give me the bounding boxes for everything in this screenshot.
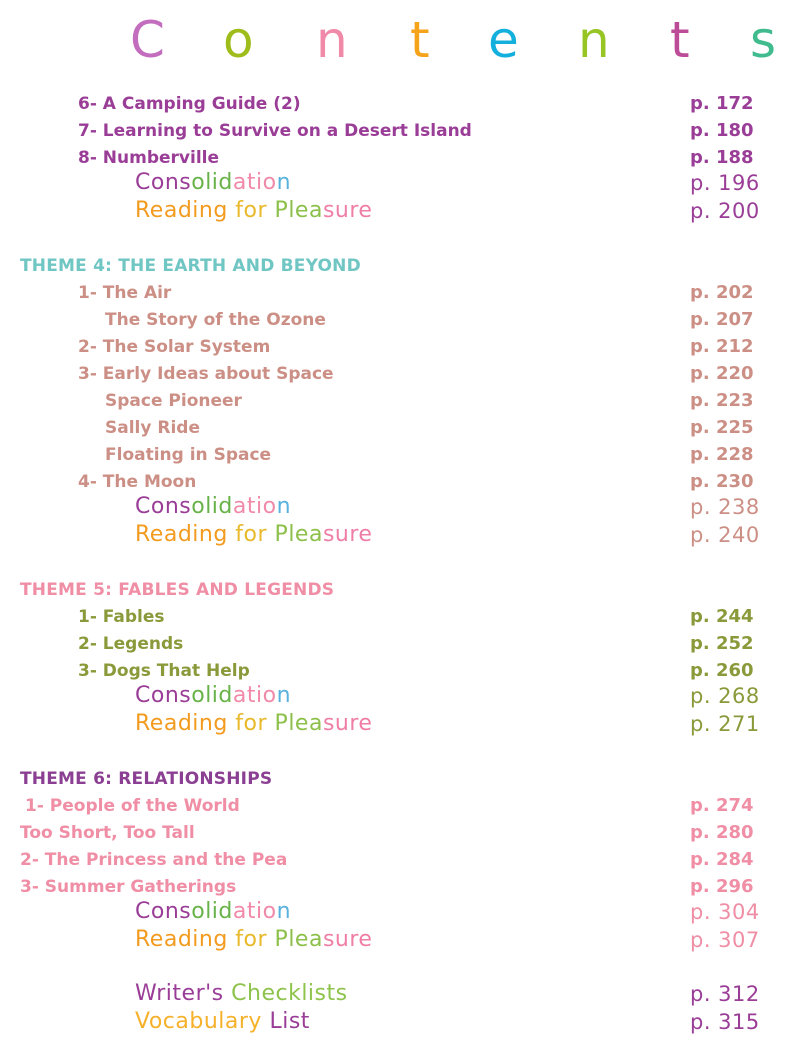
label-segment: Cons	[135, 494, 192, 519]
label-segment: Cons	[135, 683, 192, 708]
toc-entry-page: p. 307	[690, 928, 760, 952]
title-letter: t	[670, 11, 690, 69]
label-segment: olid	[191, 170, 233, 195]
title-letter: n	[578, 11, 610, 69]
toc-entry-title: 2- The Princess and the Pea	[20, 850, 288, 870]
toc-entry-title: Space Pioneer	[105, 391, 242, 411]
title-letter: o	[223, 11, 254, 69]
label-segment: atio	[232, 494, 277, 519]
label-segment: Plea	[274, 522, 323, 547]
toc-entry-title: 2- Legends	[78, 634, 184, 654]
toc-entry-page: p. 315	[690, 1010, 760, 1034]
toc-entry-page: p. 228	[690, 444, 754, 465]
reading-label	[135, 521, 372, 549]
toc-entry-title: Sally Ride	[105, 418, 200, 438]
label-segment: Writer's	[135, 981, 232, 1006]
contents-title	[0, 10, 800, 70]
label-segment: for	[235, 711, 275, 736]
label-segment: Checklists	[231, 981, 348, 1006]
label-segment: Vocabulary	[135, 1009, 270, 1034]
label-segment: Reading	[135, 198, 236, 223]
label-segment: List	[269, 1009, 310, 1034]
label-segment: Cons	[135, 899, 192, 924]
label-segment: Reading	[135, 522, 236, 547]
toc-entry-title: 3- Summer Gatherings	[20, 877, 237, 897]
toc-entry-title: 8- Numberville	[78, 148, 220, 168]
label-segment: sure	[322, 927, 373, 952]
title-letter: C	[130, 11, 165, 69]
label-segment: for	[235, 522, 275, 547]
toc-entry-page: p. 238	[690, 495, 760, 519]
label-segment: sure	[322, 198, 373, 223]
toc-entry-title: 1- The Air	[78, 283, 172, 303]
title-letter: t	[410, 11, 430, 69]
label-segment: n	[276, 899, 292, 924]
toc-entry-page: p. 284	[690, 849, 754, 870]
label-segment: atio	[232, 899, 277, 924]
label-segment: sure	[322, 711, 373, 736]
title-letter: e	[488, 11, 519, 69]
label-segment: olid	[191, 494, 233, 519]
toc-entry-page: p. 196	[690, 171, 760, 195]
toc-entry-page: p. 220	[690, 363, 754, 384]
label-segment: olid	[191, 899, 233, 924]
toc-entry-page: p. 280	[690, 822, 754, 843]
theme-heading-text: THEME 6: RELATIONSHIPS	[20, 769, 273, 789]
toc-entry-page: p. 252	[690, 633, 754, 654]
label-segment: Plea	[274, 198, 323, 223]
toc-entry-title: The Story of the Ozone	[105, 310, 326, 330]
toc-entry-title: 1- Fables	[78, 607, 165, 627]
consolidation-label	[135, 169, 291, 197]
toc-entry-title: 2- The Solar System	[78, 337, 271, 357]
label-segment: olid	[191, 683, 233, 708]
toc-entry-page: p. 268	[690, 684, 760, 708]
toc-entry-page: p. 274	[690, 795, 754, 816]
reading-label	[135, 197, 372, 225]
label-segment: Cons	[135, 170, 192, 195]
label-segment: n	[276, 494, 292, 519]
reading-label	[135, 710, 372, 738]
consolidation-label	[135, 493, 291, 521]
toc-entry-title: 7- Learning to Survive on a Desert Island	[78, 121, 472, 141]
toc-entry-title: 3- Dogs That Help	[78, 661, 250, 681]
label-segment: atio	[232, 683, 277, 708]
label-segment: Reading	[135, 927, 236, 952]
toc-entry-title: Floating in Space	[105, 445, 272, 465]
toc-entry-title: 3- Early Ideas about Space	[78, 364, 334, 384]
toc-entry-page: p. 172	[690, 93, 754, 114]
checklists-label	[135, 980, 348, 1008]
theme-heading-text: THEME 4: THE EARTH AND BEYOND	[20, 256, 361, 276]
toc-entry-page: p. 207	[690, 309, 754, 330]
label-segment: n	[276, 170, 292, 195]
label-segment: atio	[232, 170, 277, 195]
reading-label	[135, 926, 372, 954]
toc-entry-title: 4- The Moon	[78, 472, 197, 492]
vocabulary-label	[135, 1008, 310, 1036]
title-letter: s	[750, 11, 777, 69]
label-segment: Plea	[274, 711, 323, 736]
toc-entry-page: p. 296	[690, 876, 754, 897]
title-letter: n	[316, 11, 348, 69]
label-segment: Reading	[135, 711, 236, 736]
toc-entry-page: p. 271	[690, 712, 760, 736]
toc-entry-page: p. 244	[690, 606, 754, 627]
consolidation-label	[135, 898, 291, 926]
toc-entry-page: p. 240	[690, 523, 760, 547]
toc-entry-title: 1- People of the World	[25, 796, 240, 816]
label-segment: n	[276, 683, 292, 708]
toc-entry-page: p. 212	[690, 336, 754, 357]
toc-entry-page: p. 188	[690, 147, 754, 168]
toc-entry-page: p. 260	[690, 660, 754, 681]
theme-heading-text: THEME 5: FABLES AND LEGENDS	[20, 580, 335, 600]
toc-entry-page: p. 223	[690, 390, 754, 411]
label-segment: sure	[322, 522, 373, 547]
label-segment: for	[235, 198, 275, 223]
toc-entry-page: p. 312	[690, 982, 760, 1006]
consolidation-label	[135, 682, 291, 710]
toc-entry-page: p. 225	[690, 417, 754, 438]
toc-entry-title: 6- A Camping Guide (2)	[78, 94, 301, 114]
toc-entry-page: p. 304	[690, 900, 760, 924]
label-segment: Plea	[274, 927, 323, 952]
toc-entry-page: p. 202	[690, 282, 754, 303]
toc-entry-page: p. 200	[690, 199, 760, 223]
label-segment: for	[235, 927, 275, 952]
toc-entry-page: p. 180	[690, 120, 754, 141]
toc-entry-page: p. 230	[690, 471, 754, 492]
toc-entry-title: Too Short, Too Tall	[20, 823, 195, 843]
